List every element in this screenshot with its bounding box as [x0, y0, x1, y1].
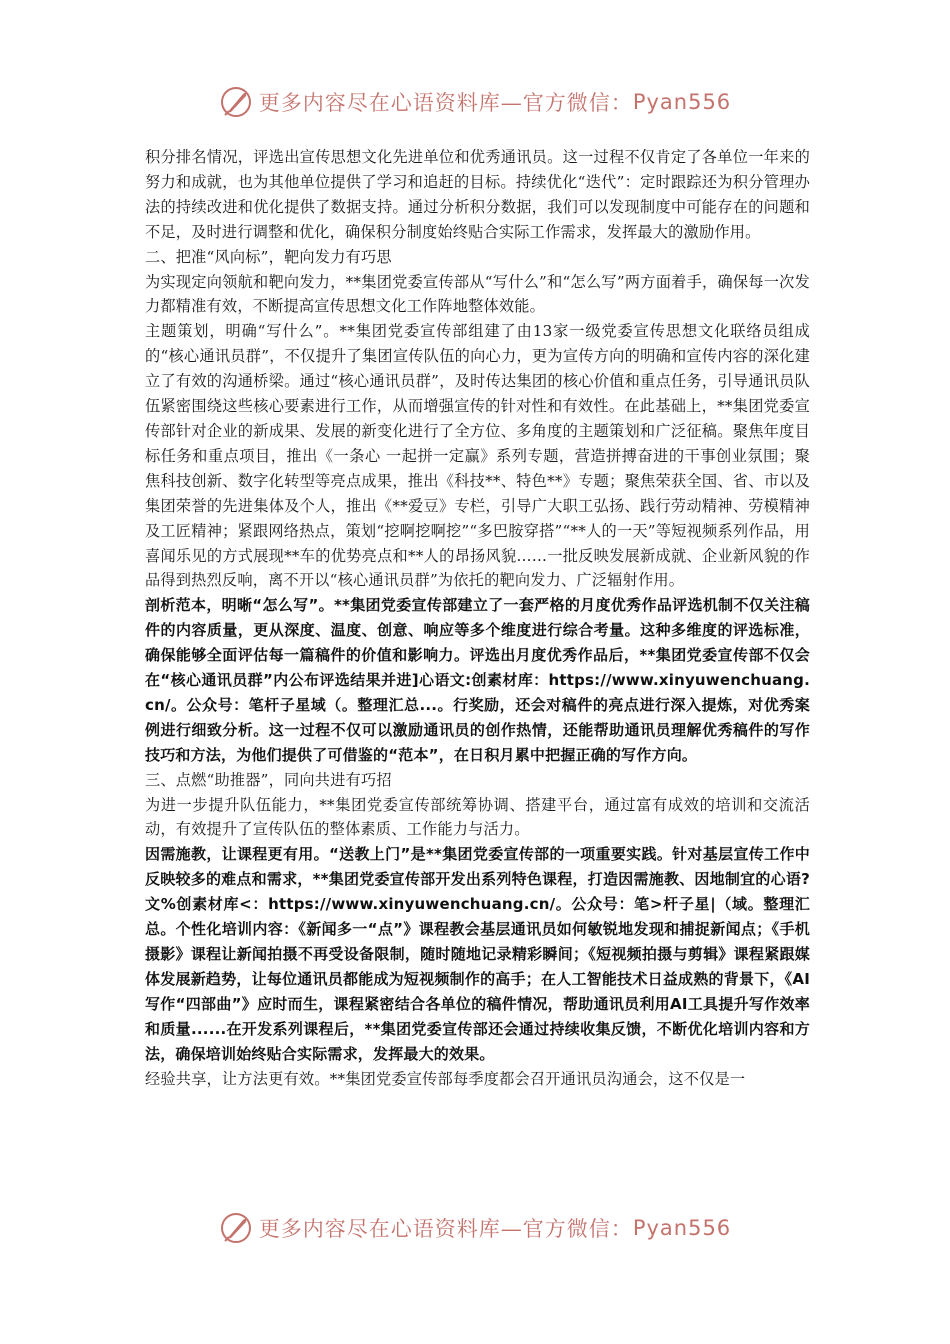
- section-heading-3: 三、点燃“助推器”，同向共进有巧招: [145, 770, 392, 789]
- banner-text: 更多内容尽在心语资料库—官方微信：: [258, 91, 633, 115]
- document-body: [145, 145, 810, 1091]
- paragraph-3: 主题策划，明确“写什么”。**集团党委宣传部组建了由13家一级党委宣传思想文化联络员组成的“核心通讯员群”，不仅提升了集团宣传队伍的向心力，更为宣传方向的明确和宣传内容的深化建立了有效的沟通桥梁。通过“核心通讯员群”，及时传达集团的核心价值和重点任务，引导通讯员队伍紧密围绕这些核心要素进行工作，从而增强宣传的针对性和有效性。在此基础上，**集团党委宣传部针对企业的新成果、发展的新变化进行了全方位、多角度的主题策划和广泛征稿。聚焦年度目标任务和重点项目，推出《一条心 一起拼一定赢》系列专题，营造拼搏奋进的干事创业氛围；聚焦科技创新、数字化转型等亮点成果，推出《科技**、特色**》专题；聚焦荣获全国、省、市以及集团荣誉的先进集体及个人，推出《**爱豆》专栏，引导广大职工弘扬、践行劳动精神、劳模精神及工匠精神；紧跟网络热点，策划“挖啊挖啊挖”“多巴胺穿搭”“**人的一天”等短视频系列作品，用喜闻乐见的方式展现**车的优势亮点和**人的昂扬风貌……一批反映发展新成就、企业新风貌的作品得到热烈反响，离不开以“核心通讯员群”为依托的靶向发力、广泛辐射作用。: [145, 322, 810, 590]
- header-banner: [0, 82, 950, 122]
- paragraph-4: 剖析范本，明晰“怎么写”。**集团党委宣传部建立了一套严格的月度优秀作品评选机制不仅关注稿件的内容质量，更从深度、温度、创意、响应等多个维度进行综合考量。这种多维度的评选标准，确保能够全面评估每一篇稿件的价值和影响力。评选出月度优秀作品后，**集团党委宣传部不仅会在“核心通讯员群”内公布评选结果并进]心语文:创素材库：https://www.xinyuwenchuang.cn/。公众号：笔杆子星域（。整理汇总...。行奖励，还会对稿件的亮点进行深入提炼，对优秀案例进行细致分析。这一过程不仅可以激励通讯员的创作热情，还能帮助通讯员理解优秀稿件的写作技巧和方法，为他们提供了可借鉴的“范本”，在日积月累中把握正确的写作方向。: [145, 596, 810, 764]
- quill-logo-icon: [219, 85, 253, 119]
- footer-banner: [0, 1208, 950, 1248]
- banner-text: 更多内容尽在心语资料库—官方微信：: [258, 1217, 633, 1241]
- banner-wechat-id: Pyan556: [632, 90, 732, 114]
- banner-wechat-id: Pyan556: [632, 1216, 732, 1240]
- paragraph-1: 积分排名情况，评选出宣传思想文化先进单位和优秀通讯员。这一过程不仅肯定了各单位一年来的努力和成就，也为其他单位提供了学习和追赶的目标。持续优化“迭代”：定时跟踪还为积分管理办法的持续改进和优化提供了数据支持。通过分析积分数据，我们可以发现制度中可能存在的问题和不足，及时进行调整和优化，确保积分制度始终贴合实际工作需求，发挥最大的激励作用。: [145, 148, 810, 241]
- paragraph-7: 经验共享，让方法更有效。**集团党委宣传部每季度都会召开通讯员沟通会，这不仅是一: [145, 1069, 746, 1088]
- quill-logo-icon: [219, 1211, 253, 1245]
- section-heading-2: 二、把准“风向标”，靶向发力有巧思: [145, 247, 392, 266]
- paragraph-5: 为进一步提升队伍能力，**集团党委宣传部统筹协调、搭建平台，通过富有成效的培训和交流活动，有效提升了宣传队伍的整体素质、工作能力与活力。: [145, 795, 810, 839]
- paragraph-2: 为实现定向领航和靶向发力，**集团党委宣传部从“写什么”和“怎么写”两方面着手，确保每一次发力都精准有效，不断提高宣传思想文化工作阵地整体效能。: [145, 272, 810, 316]
- paragraph-6: 因需施教，让课程更有用。“送教上门”是**集团党委宣传部的一项重要实践。针对基层宣传工作中反映较多的难点和需求，**集团党委宣传部开发出系列特色课程，打造因需施教、因地制宜的心语?文%创素材库<：https://www.xinyuwenchuang.cn/。公众号：笔>杆子星|（域。整理汇总。个性化培训内容：《新闻多一“点”》课程教会基层通讯员如何敏锐地发现和捕捉新闻点；《手机摄影》课程让新闻拍摄不再受设备限制，随时随地记录精彩瞬间；《短视频拍摄与剪辑》课程紧跟媒体发展新趋势，让每位通讯员都能成为短视频制作的高手；在人工智能技术日益成熟的背景下，《AI写作“四部曲”》应时而生，课程紧密结合各单位的稿件情况，帮助通讯员利用AI工具提升写作效率和质量......在开发系列课程后，**集团党委宣传部还会通过持续收集反馈，不断优化培训内容和方法，确保培训始终贴合实际需求，发挥最大的效果。: [145, 845, 810, 1063]
